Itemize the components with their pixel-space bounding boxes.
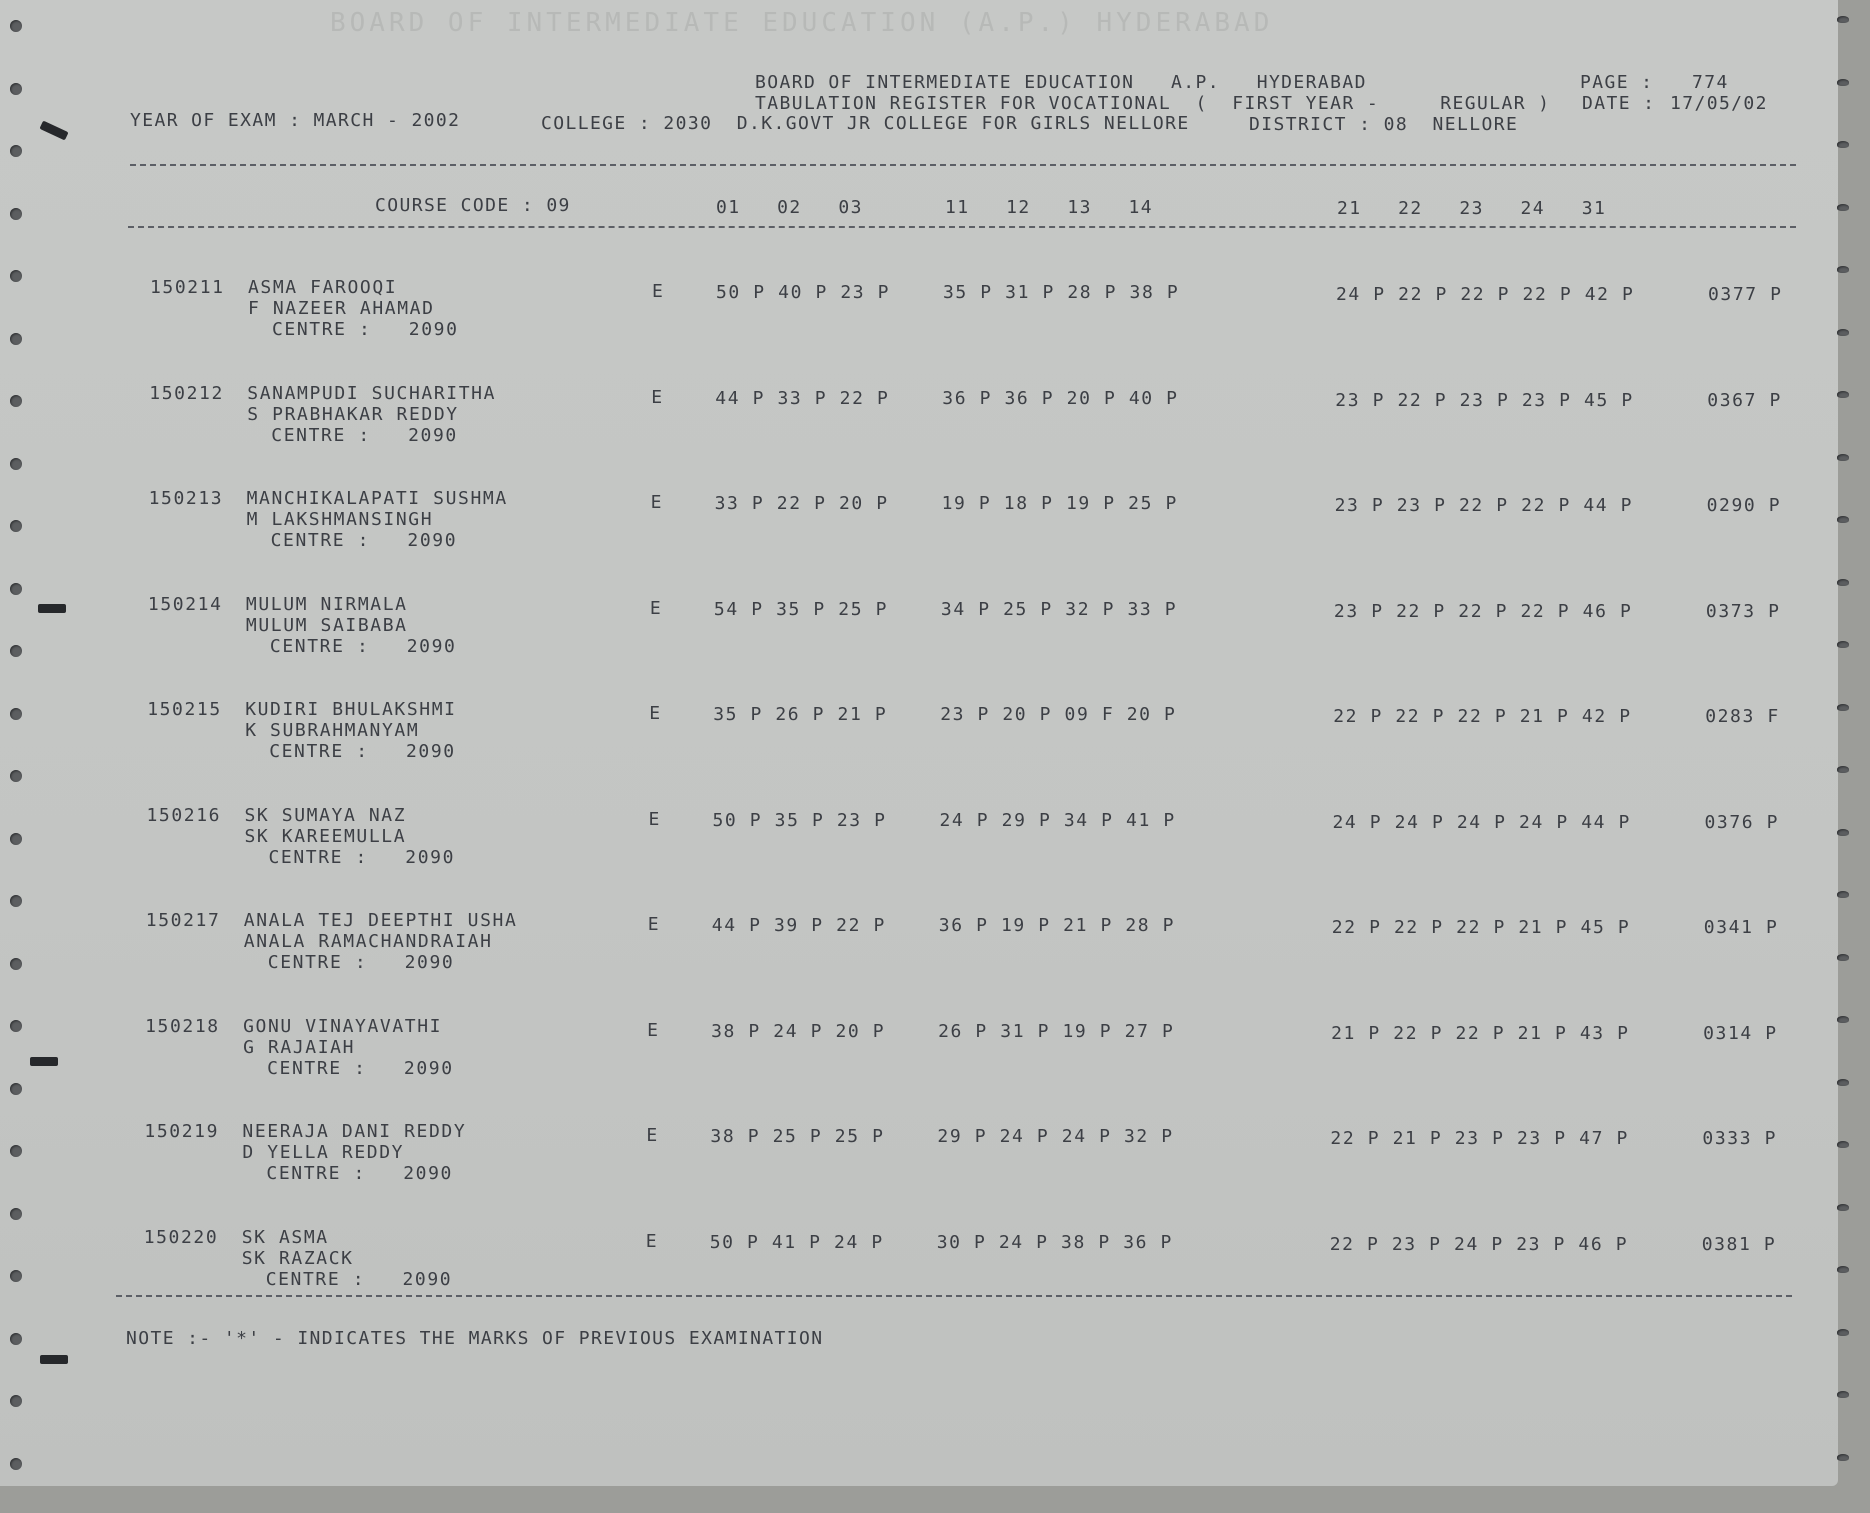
divider-header: [128, 226, 1796, 228]
marks-group-3: 23 P 22 P 22 P 22 P 46 P: [1333, 600, 1633, 622]
footnote: NOTE :- '*' - INDICATES THE MARKS OF PREVIOUS EXAMINATION: [126, 1328, 824, 1349]
total-result: 0283 F: [1705, 706, 1780, 727]
student-name: SK ASMA: [241, 1226, 329, 1248]
feed-hole: [10, 458, 22, 470]
student-name: ANALA TEJ DEEPTHI USHA: [243, 910, 518, 931]
student-name: ASMA FAROOQI: [248, 277, 398, 298]
punch-mark: [38, 604, 66, 613]
column-group-2: 11 12 13 14: [945, 197, 1154, 218]
medium: E: [652, 281, 665, 302]
total-result: 0373 P: [1705, 600, 1781, 622]
total-result: 0290 P: [1706, 495, 1782, 516]
feed-hole: [10, 1020, 22, 1032]
student-name: GONU VINAYAVATHI: [243, 1015, 443, 1037]
feed-hole: [1837, 79, 1849, 86]
medium: E: [648, 808, 661, 830]
marks-group-3: 22 P 23 P 24 P 23 P 46 P: [1329, 1233, 1629, 1255]
feed-hole: [1837, 454, 1849, 461]
roll-number: 150211: [150, 277, 225, 298]
total-result: 0376 P: [1704, 811, 1780, 833]
table-row: [0, 277, 1838, 377]
marks-group-1: 35 P 26 P 21 P: [713, 704, 888, 725]
medium: E: [651, 386, 664, 408]
feed-hole: [1837, 204, 1849, 211]
feed-hole: [1837, 1016, 1849, 1023]
feed-hole: [1837, 1454, 1849, 1461]
marks-group-3: 24 P 24 P 24 P 24 P 44 P: [1332, 811, 1631, 833]
student-name: MANCHIKALAPATI SUSHMA: [246, 488, 508, 509]
father-name: S PRABHAKAR REDDY: [247, 403, 459, 425]
roll-number: 150212: [149, 382, 224, 404]
table-row: [0, 1121, 1838, 1221]
feed-hole: [10, 208, 22, 220]
marks-group-3: 23 P 22 P 23 P 23 P 45 P: [1335, 389, 1634, 411]
roll-number: 150217: [145, 910, 221, 931]
marks-group-1: 44 P 39 P 22 P: [711, 915, 886, 936]
marks-group-1: 33 P 22 P 20 P: [714, 493, 889, 514]
father-name: SK RAZACK: [241, 1247, 354, 1269]
bleed-through-title: BOARD OF INTERMEDIATE EDUCATION (A.P.) HYDERABAD: [330, 8, 1274, 38]
feed-hole: [1837, 516, 1849, 523]
father-name: F NAZEER AHAMAD: [248, 298, 435, 319]
table-row: [0, 1016, 1838, 1116]
marks-group-1: 50 P 41 P 24 P: [709, 1231, 884, 1253]
father-name: MULUM SAIBABA: [245, 614, 408, 636]
college-info: COLLEGE : 2030 D.K.GOVT JR COLLEGE FOR GIRLS NELLORE: [541, 113, 1190, 134]
marks-group-3: 23 P 23 P 22 P 22 P 44 P: [1334, 495, 1634, 516]
feed-hole: [1837, 704, 1849, 711]
roll-number: 150213: [148, 488, 224, 509]
feed-hole: [10, 1333, 22, 1345]
feed-hole: [10, 145, 22, 157]
punch-mark: [40, 1355, 68, 1364]
student-name: SANAMPUDI SUCHARITHA: [247, 382, 497, 404]
course-code: COURSE CODE : 09: [375, 195, 571, 216]
medium: E: [645, 1230, 659, 1252]
table-row: [0, 383, 1838, 483]
centre-code: CENTRE : 2090: [267, 1057, 454, 1079]
roll-number: 150216: [146, 804, 222, 826]
marks-group-1: 38 P 25 P 25 P: [710, 1126, 885, 1147]
column-group-3: 21 22 23 24 31: [1337, 198, 1607, 219]
medium: E: [647, 1019, 660, 1041]
feed-hole: [10, 1270, 22, 1282]
feed-hole: [1837, 391, 1849, 398]
student-name: MULUM NIRMALA: [245, 593, 408, 615]
centre-code: CENTRE : 2090: [272, 319, 459, 340]
marks-group-3: 22 P 22 P 22 P 21 P 45 P: [1331, 917, 1631, 938]
centre-code: CENTRE : 2090: [269, 741, 456, 762]
feed-hole: [10, 833, 22, 845]
marks-group-2: 36 P 19 P 21 P 28 P: [938, 915, 1176, 936]
marks-group-2: 36 P 36 P 20 P 40 P: [942, 387, 1179, 409]
table-row: [0, 805, 1838, 905]
marks-group-2: 34 P 25 P 32 P 33 P: [940, 598, 1178, 620]
feed-hole: [10, 395, 22, 407]
feed-hole: [1837, 1329, 1849, 1336]
feed-hole: [1837, 266, 1849, 273]
marks-group-2: 24 P 29 P 34 P 41 P: [939, 809, 1176, 831]
feed-hole: [1837, 1079, 1849, 1086]
marks-group-2: 23 P 20 P 09 F 20 P: [940, 704, 1177, 725]
feed-hole: [1837, 1204, 1849, 1211]
medium: E: [649, 597, 663, 619]
print-date: 17/05/02: [1670, 93, 1768, 114]
marks-group-3: 22 P 21 P 23 P 23 P 47 P: [1330, 1128, 1629, 1149]
page-label: PAGE :: [1580, 72, 1654, 93]
marks-group-2: 35 P 31 P 28 P 38 P: [943, 282, 1180, 303]
father-name: ANALA RAMACHANDRAIAH: [243, 931, 493, 952]
marks-group-3: 21 P 22 P 22 P 21 P 43 P: [1331, 1022, 1630, 1044]
feed-hole: [10, 520, 22, 532]
board-title: BOARD OF INTERMEDIATE EDUCATION A.P. HYDERABAD: [755, 72, 1367, 93]
roll-number: 150218: [145, 1015, 220, 1037]
date-label: DATE :: [1582, 93, 1656, 114]
table-row: [0, 1227, 1838, 1327]
centre-code: CENTRE : 2090: [269, 635, 457, 657]
medium: E: [650, 492, 664, 513]
total-result: 0377 P: [1708, 284, 1783, 305]
roll-number: 150220: [143, 1226, 219, 1248]
total-result: 0314 P: [1703, 1022, 1778, 1044]
table-row: [0, 594, 1838, 694]
feed-hole: [1837, 141, 1849, 148]
total-result: 0341 P: [1703, 917, 1779, 938]
marks-group-2: 19 P 18 P 19 P 25 P: [941, 493, 1178, 514]
divider-top: [130, 164, 1796, 166]
feed-hole: [1837, 579, 1849, 586]
marks-group-2: 26 P 31 P 19 P 27 P: [938, 1020, 1175, 1042]
feed-hole: [10, 1145, 22, 1157]
feed-hole: [10, 1208, 22, 1220]
student-name: NEERAJA DANI REDDY: [242, 1121, 467, 1142]
roll-number: 150214: [147, 593, 223, 615]
marks-group-1: 50 P 40 P 23 P: [716, 282, 891, 303]
centre-code: CENTRE : 2090: [265, 1268, 453, 1290]
feed-hole: [1837, 1266, 1849, 1273]
student-name: SK SUMAYA NAZ: [244, 804, 407, 826]
feed-hole: [10, 958, 22, 970]
feed-hole: [10, 708, 22, 720]
feed-hole: [1837, 16, 1849, 23]
feed-hole: [10, 270, 22, 282]
feed-hole: [10, 1458, 22, 1470]
marks-group-1: 54 P 35 P 25 P: [713, 598, 889, 620]
medium: E: [646, 1125, 659, 1146]
feed-hole: [1837, 954, 1849, 961]
father-name: SK KAREEMULLA: [244, 825, 407, 847]
feed-hole: [1837, 829, 1849, 836]
register-title: TABULATION REGISTER FOR VOCATIONAL ( FIRST YEAR - REGULAR ): [755, 93, 1551, 114]
centre-code: CENTRE : 2090: [266, 1163, 453, 1184]
feed-hole: [10, 583, 22, 595]
marks-group-1: 44 P 33 P 22 P: [715, 387, 890, 409]
page-number: 774: [1692, 72, 1729, 93]
feed-hole: [10, 333, 22, 345]
marks-group-1: 38 P 24 P 20 P: [711, 1020, 886, 1042]
student-name: KUDIRI BHULAKSHMI: [245, 699, 457, 720]
marks-group-2: 29 P 24 P 24 P 32 P: [937, 1126, 1174, 1147]
feed-hole: [1837, 766, 1849, 773]
feed-hole: [1837, 1141, 1849, 1148]
feed-hole: [1837, 891, 1849, 898]
marks-group-1: 50 P 35 P 23 P: [712, 809, 887, 831]
father-name: K SUBRAHMANYAM: [245, 720, 420, 741]
marks-group-3: 24 P 22 P 22 P 22 P 42 P: [1336, 284, 1635, 305]
feed-hole: [10, 20, 22, 32]
medium: E: [649, 703, 662, 724]
father-name: M LAKSHMANSINGH: [246, 509, 434, 530]
table-row: [0, 910, 1838, 1010]
feed-hole: [1837, 1391, 1849, 1398]
centre-code: CENTRE : 2090: [268, 846, 456, 868]
father-name: D YELLA REDDY: [242, 1142, 405, 1163]
feed-hole: [10, 83, 22, 95]
centre-code: CENTRE : 2090: [271, 424, 458, 446]
total-result: 0367 P: [1707, 389, 1782, 411]
marks-group-3: 22 P 22 P 22 P 21 P 42 P: [1333, 706, 1632, 727]
feed-hole: [10, 770, 22, 782]
left-tractor-feed: [0, 0, 40, 1513]
medium: E: [647, 914, 661, 935]
feed-hole: [10, 1395, 22, 1407]
roll-number: 150215: [147, 699, 222, 720]
feed-hole: [1837, 329, 1849, 336]
father-name: G RAJAIAH: [243, 1036, 356, 1058]
centre-code: CENTRE : 2090: [270, 530, 458, 551]
column-group-1: 01 02 03: [716, 197, 863, 218]
total-result: 0333 P: [1702, 1128, 1778, 1149]
year-of-exam: YEAR OF EXAM : MARCH - 2002: [130, 110, 461, 131]
feed-hole: [10, 895, 22, 907]
district-info: DISTRICT : 08 NELLORE: [1249, 114, 1519, 135]
table-row: [0, 488, 1838, 588]
feed-hole: [10, 645, 22, 657]
roll-number: 150219: [144, 1121, 220, 1142]
punch-mark: [30, 1057, 58, 1066]
right-tractor-feed: [1825, 0, 1865, 1513]
centre-code: CENTRE : 2090: [267, 952, 455, 973]
table-row: [0, 699, 1838, 799]
total-result: 0381 P: [1701, 1233, 1777, 1255]
feed-hole: [10, 1083, 22, 1095]
marks-group-2: 30 P 24 P 38 P 36 P: [936, 1231, 1173, 1253]
feed-hole: [1837, 641, 1849, 648]
divider-bottom: [116, 1295, 1792, 1297]
